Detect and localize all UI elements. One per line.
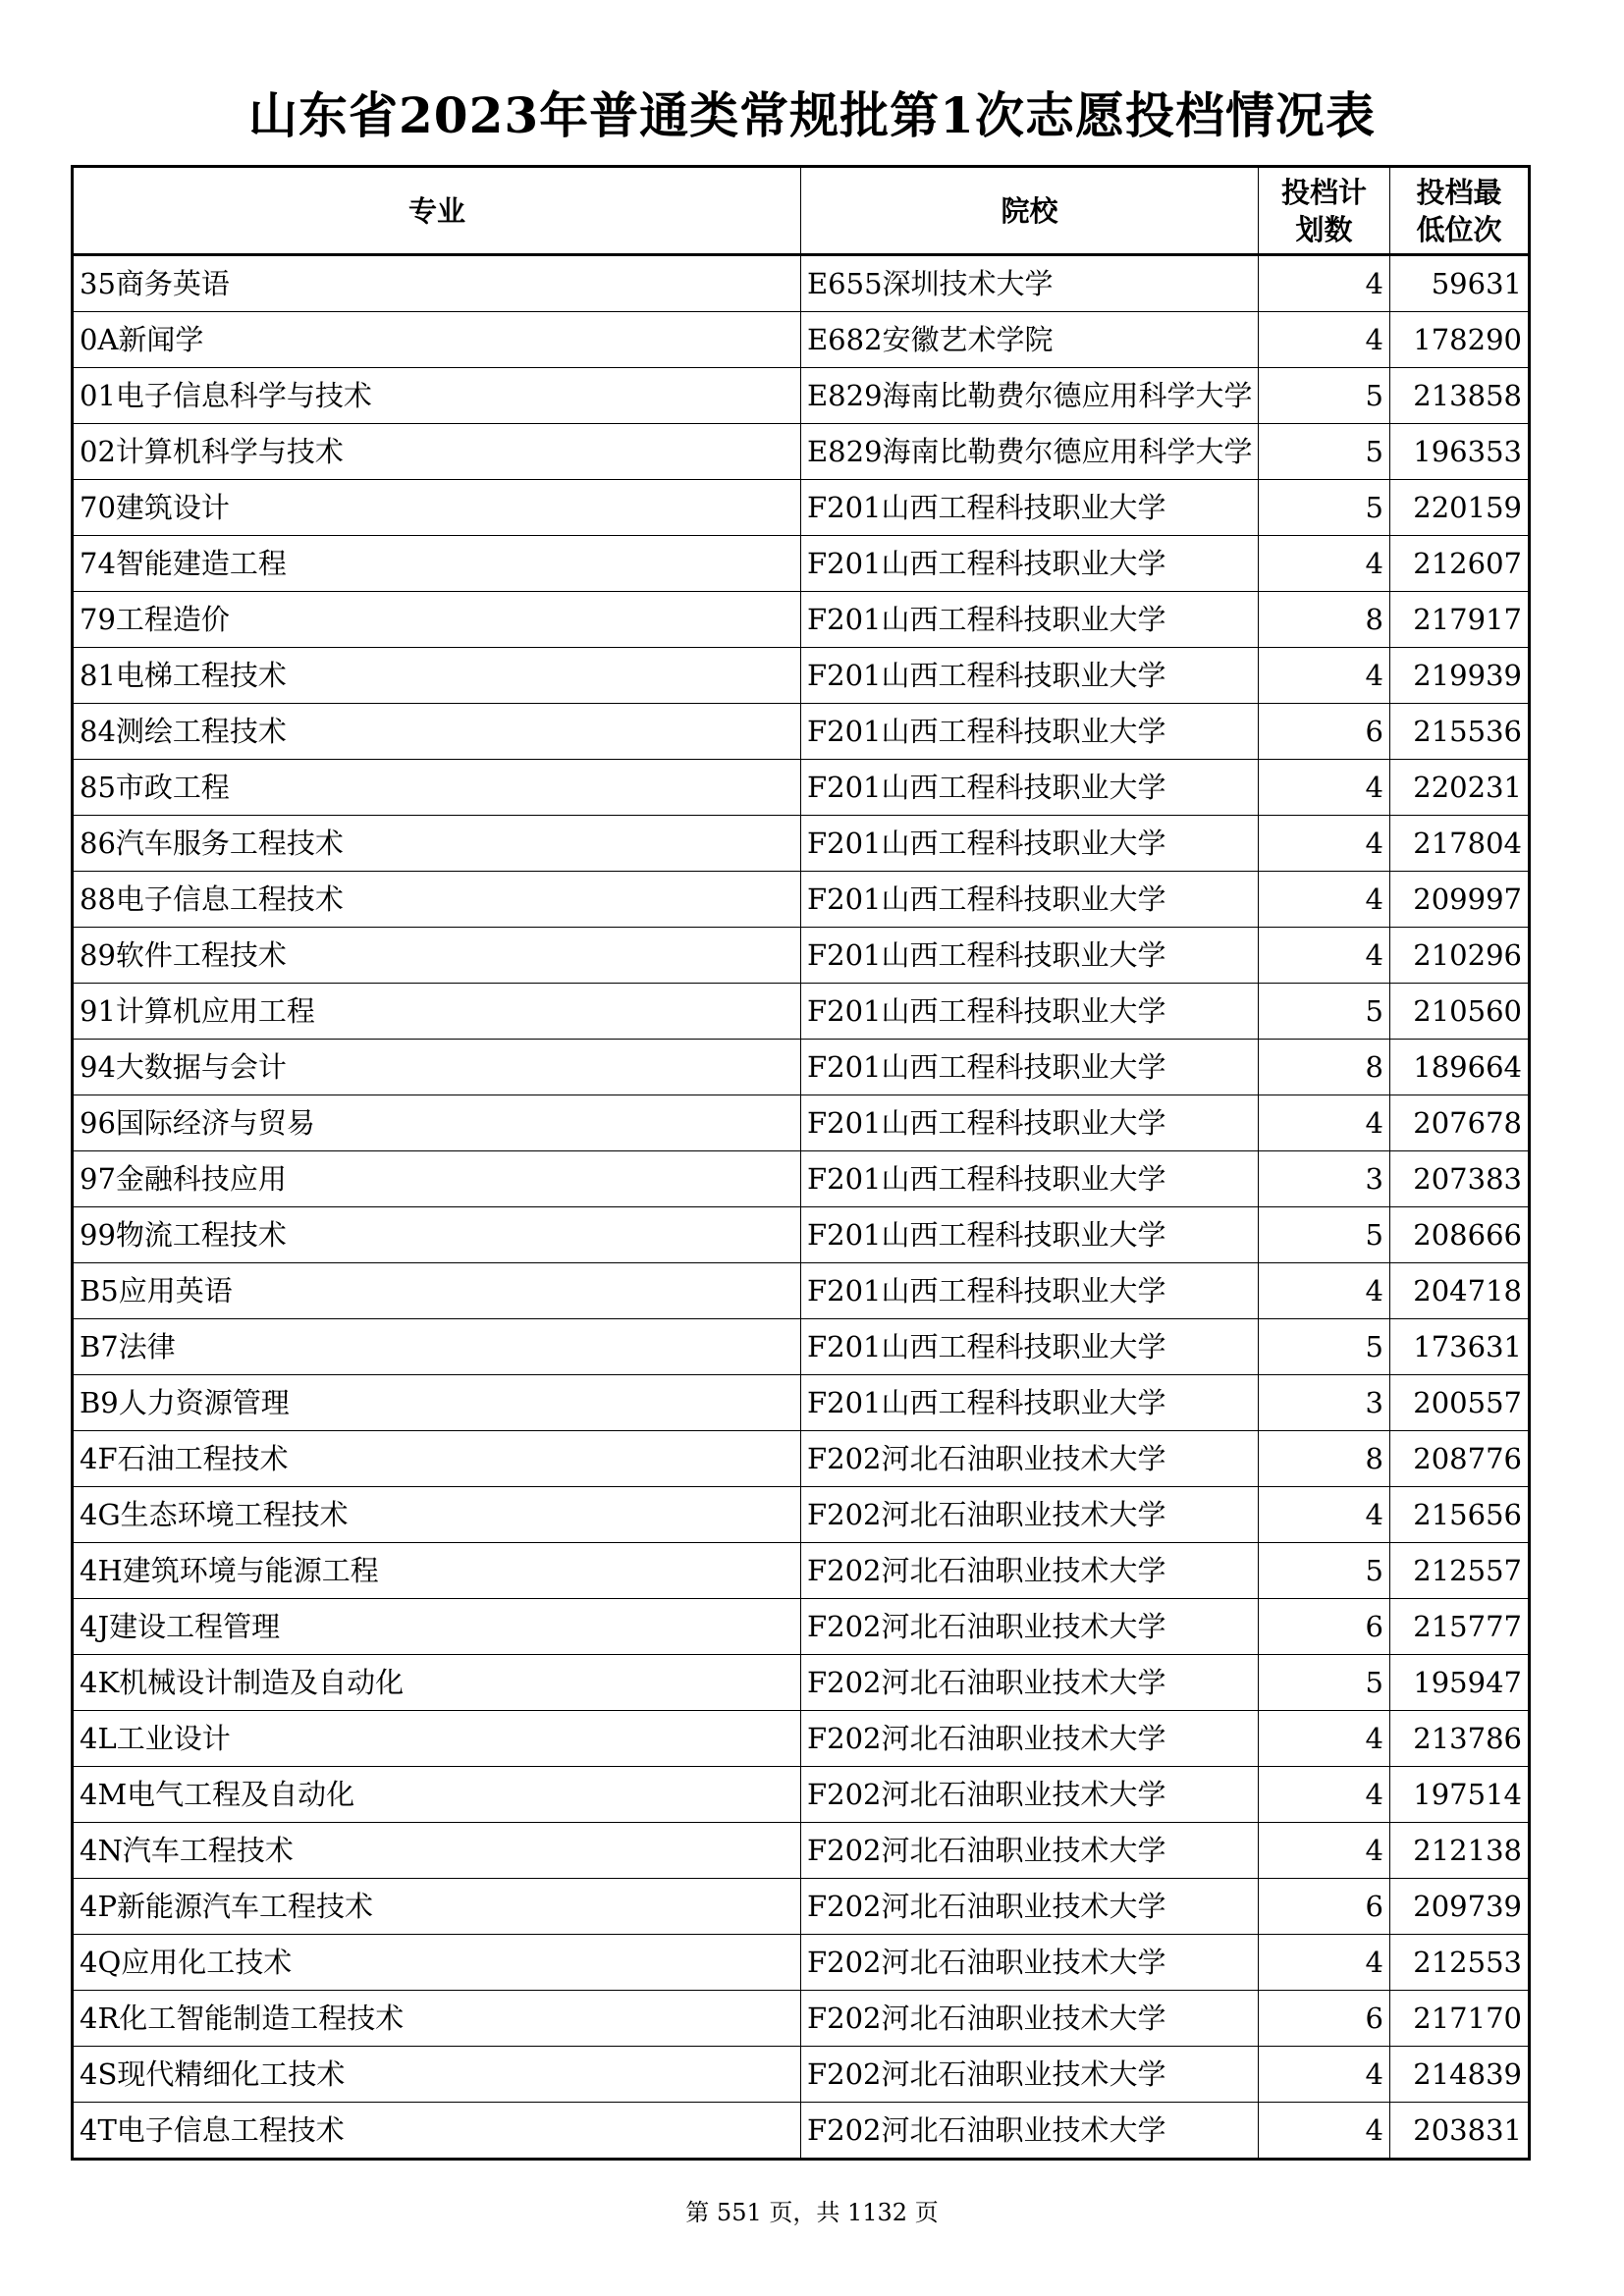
table-row (73, 592, 1530, 648)
min-rank-cell: 204718 (1390, 1263, 1530, 1319)
min-rank-cell: 209997 (1390, 872, 1530, 928)
major-cell: 4M电气工程及自动化 (73, 1767, 801, 1823)
min-rank-cell: 217917 (1390, 592, 1530, 648)
header-plan-line1: 投档计 (1280, 175, 1367, 209)
major-cell: 4Q应用化工技术 (73, 1935, 801, 1991)
plan-count-cell: 6 (1259, 1599, 1390, 1655)
major-cell: B7法律 (73, 1319, 801, 1375)
school-cell: F201山西工程科技职业大学 (801, 872, 1259, 928)
min-rank-cell: 215536 (1390, 704, 1530, 760)
plan-count-cell: 5 (1259, 1543, 1390, 1599)
major-cell: 4J建设工程管理 (73, 1599, 801, 1655)
school-cell: F201山西工程科技职业大学 (801, 760, 1259, 816)
plan-count-cell: 4 (1259, 648, 1390, 704)
header-major: 专业 (73, 167, 801, 255)
school-cell: F202河北石油职业技术大学 (801, 1767, 1259, 1823)
major-cell: 86汽车服务工程技术 (73, 816, 801, 872)
plan-count-cell: 4 (1259, 2103, 1390, 2160)
min-rank-cell: 219939 (1390, 648, 1530, 704)
school-cell: F201山西工程科技职业大学 (801, 1040, 1259, 1095)
min-rank-cell: 213786 (1390, 1711, 1530, 1767)
min-rank-cell: 207383 (1390, 1151, 1530, 1207)
admission-table (71, 165, 1531, 2161)
min-rank-cell: 212607 (1390, 536, 1530, 592)
major-cell: 4K机械设计制造及自动化 (73, 1655, 801, 1711)
header-plan-line2: 划数 (1295, 212, 1353, 246)
school-cell: F201山西工程科技职业大学 (801, 1319, 1259, 1375)
major-cell: 89软件工程技术 (73, 928, 801, 984)
school-cell: F202河北石油职业技术大学 (801, 1879, 1259, 1935)
table-row (73, 255, 1530, 312)
min-rank-cell: 208776 (1390, 1431, 1530, 1487)
min-rank-cell: 220231 (1390, 760, 1530, 816)
plan-count-cell: 5 (1259, 1655, 1390, 1711)
table-row (73, 1599, 1530, 1655)
min-rank-cell: 210560 (1390, 984, 1530, 1040)
school-cell: F201山西工程科技职业大学 (801, 816, 1259, 872)
table-row (73, 928, 1530, 984)
school-cell: E829海南比勒费尔德应用科学大学 (801, 368, 1259, 424)
table-row (73, 816, 1530, 872)
school-cell: F202河北石油职业技术大学 (801, 2047, 1259, 2103)
school-cell: F201山西工程科技职业大学 (801, 1207, 1259, 1263)
plan-count-cell: 4 (1259, 1767, 1390, 1823)
plan-count-cell: 4 (1259, 1095, 1390, 1151)
major-cell: 85市政工程 (73, 760, 801, 816)
table-row (73, 1487, 1530, 1543)
major-cell: 99物流工程技术 (73, 1207, 801, 1263)
table-row (73, 1935, 1530, 1991)
table-row (73, 1823, 1530, 1879)
major-cell: 4P新能源汽车工程技术 (73, 1879, 801, 1935)
major-cell: 81电梯工程技术 (73, 648, 801, 704)
header-min-rank (1390, 167, 1530, 255)
page-title: 山东省2023年普通类常规批第1次志愿投档情况表 (248, 86, 1376, 144)
table-row (73, 1879, 1530, 1935)
plan-count-cell: 5 (1259, 480, 1390, 536)
table-row (73, 368, 1530, 424)
table-row (73, 1375, 1530, 1431)
min-rank-cell: 215656 (1390, 1487, 1530, 1543)
plan-count-cell: 4 (1259, 255, 1390, 312)
school-cell: E829海南比勒费尔德应用科学大学 (801, 424, 1259, 480)
min-rank-cell: 189664 (1390, 1040, 1530, 1095)
min-rank-cell: 214839 (1390, 2047, 1530, 2103)
table-row (73, 984, 1530, 1040)
school-cell: F201山西工程科技职业大学 (801, 592, 1259, 648)
school-cell: E655深圳技术大学 (801, 255, 1259, 312)
school-cell: F202河北石油职业技术大学 (801, 2103, 1259, 2160)
plan-count-cell: 6 (1259, 1879, 1390, 1935)
min-rank-cell: 209739 (1390, 1879, 1530, 1935)
major-cell: 01电子信息科学与技术 (73, 368, 801, 424)
table-row (73, 704, 1530, 760)
plan-count-cell: 4 (1259, 312, 1390, 368)
header-school: 院校 (801, 167, 1259, 255)
major-cell: 4F石油工程技术 (73, 1431, 801, 1487)
school-cell: F202河北石油职业技术大学 (801, 1823, 1259, 1879)
page-footer: 第 551 页，共 1132 页 (685, 2199, 939, 2226)
min-rank-cell: 200557 (1390, 1375, 1530, 1431)
plan-count-cell: 4 (1259, 536, 1390, 592)
table-row (73, 1543, 1530, 1599)
major-cell: 70建筑设计 (73, 480, 801, 536)
school-cell: F201山西工程科技职业大学 (801, 1263, 1259, 1319)
table-row (73, 1767, 1530, 1823)
min-rank-cell: 173631 (1390, 1319, 1530, 1375)
school-cell: F201山西工程科技职业大学 (801, 928, 1259, 984)
min-rank-cell: 197514 (1390, 1767, 1530, 1823)
min-rank-cell: 195947 (1390, 1655, 1530, 1711)
table-row (73, 312, 1530, 368)
major-cell: 79工程造价 (73, 592, 801, 648)
plan-count-cell: 5 (1259, 1207, 1390, 1263)
min-rank-cell: 220159 (1390, 480, 1530, 536)
min-rank-cell: 212553 (1390, 1935, 1530, 1991)
school-cell: F201山西工程科技职业大学 (801, 1375, 1259, 1431)
plan-count-cell: 8 (1259, 1431, 1390, 1487)
table-row (73, 424, 1530, 480)
major-cell: B9人力资源管理 (73, 1375, 801, 1431)
school-cell: F201山西工程科技职业大学 (801, 648, 1259, 704)
school-cell: F201山西工程科技职业大学 (801, 984, 1259, 1040)
major-cell: 4G生态环境工程技术 (73, 1487, 801, 1543)
plan-count-cell: 8 (1259, 1040, 1390, 1095)
major-cell: 96国际经济与贸易 (73, 1095, 801, 1151)
table-row (73, 1319, 1530, 1375)
school-cell: F201山西工程科技职业大学 (801, 536, 1259, 592)
major-cell: 4N汽车工程技术 (73, 1823, 801, 1879)
major-cell: 97金融科技应用 (73, 1151, 801, 1207)
school-cell: E682安徽艺术学院 (801, 312, 1259, 368)
table-row (73, 536, 1530, 592)
major-cell: 4T电子信息工程技术 (73, 2103, 801, 2160)
major-cell: B5应用英语 (73, 1263, 801, 1319)
school-cell: F202河北石油职业技术大学 (801, 1655, 1259, 1711)
plan-count-cell: 4 (1259, 1487, 1390, 1543)
plan-count-cell: 4 (1259, 928, 1390, 984)
plan-count-cell: 6 (1259, 1991, 1390, 2047)
header-rank-line1: 投档最 (1416, 175, 1502, 209)
major-cell: 4H建筑环境与能源工程 (73, 1543, 801, 1599)
min-rank-cell: 178290 (1390, 312, 1530, 368)
plan-count-cell: 5 (1259, 1319, 1390, 1375)
table-body (73, 255, 1530, 2160)
school-cell: F202河北石油职业技术大学 (801, 1935, 1259, 1991)
table-row (73, 2103, 1530, 2160)
plan-count-cell: 5 (1259, 368, 1390, 424)
table-row (73, 1040, 1530, 1095)
plan-count-cell: 6 (1259, 704, 1390, 760)
school-cell: F202河北石油职业技术大学 (801, 1711, 1259, 1767)
plan-count-cell: 5 (1259, 984, 1390, 1040)
min-rank-cell: 217170 (1390, 1991, 1530, 2047)
table-row (73, 1655, 1530, 1711)
table-row (73, 1151, 1530, 1207)
major-cell: 4R化工智能制造工程技术 (73, 1991, 801, 2047)
plan-count-cell: 4 (1259, 760, 1390, 816)
major-cell: 94大数据与会计 (73, 1040, 801, 1095)
min-rank-cell: 212138 (1390, 1823, 1530, 1879)
plan-count-cell: 4 (1259, 1711, 1390, 1767)
school-cell: F201山西工程科技职业大学 (801, 1151, 1259, 1207)
school-cell: F201山西工程科技职业大学 (801, 1095, 1259, 1151)
major-cell: 4S现代精细化工技术 (73, 2047, 801, 2103)
min-rank-cell: 203831 (1390, 2103, 1530, 2160)
major-cell: 02计算机科学与技术 (73, 424, 801, 480)
min-rank-cell: 210296 (1390, 928, 1530, 984)
min-rank-cell: 196353 (1390, 424, 1530, 480)
min-rank-cell: 59631 (1390, 255, 1530, 312)
school-cell: F202河北石油职业技术大学 (801, 1487, 1259, 1543)
header-plan-count (1259, 167, 1390, 255)
plan-count-cell: 4 (1259, 1823, 1390, 1879)
table-header-row (73, 167, 1530, 255)
major-cell: 0A新闻学 (73, 312, 801, 368)
plan-count-cell: 4 (1259, 816, 1390, 872)
major-cell: 4L工业设计 (73, 1711, 801, 1767)
table-row (73, 1991, 1530, 2047)
major-cell: 88电子信息工程技术 (73, 872, 801, 928)
table-row (73, 1095, 1530, 1151)
plan-count-cell: 4 (1259, 1935, 1390, 1991)
school-cell: F202河北石油职业技术大学 (801, 1991, 1259, 2047)
plan-count-cell: 4 (1259, 1263, 1390, 1319)
plan-count-cell: 3 (1259, 1151, 1390, 1207)
min-rank-cell: 215777 (1390, 1599, 1530, 1655)
plan-count-cell: 4 (1259, 872, 1390, 928)
school-cell: F201山西工程科技职业大学 (801, 704, 1259, 760)
school-cell: F202河北石油职业技术大学 (801, 1431, 1259, 1487)
table-row (73, 1431, 1530, 1487)
major-cell: 74智能建造工程 (73, 536, 801, 592)
table-row (73, 1711, 1530, 1767)
plan-count-cell: 5 (1259, 424, 1390, 480)
plan-count-cell: 8 (1259, 592, 1390, 648)
table-row (73, 760, 1530, 816)
plan-count-cell: 3 (1259, 1375, 1390, 1431)
min-rank-cell: 208666 (1390, 1207, 1530, 1263)
school-cell: F202河北石油职业技术大学 (801, 1543, 1259, 1599)
table-row (73, 2047, 1530, 2103)
major-cell: 35商务英语 (73, 255, 801, 312)
min-rank-cell: 212557 (1390, 1543, 1530, 1599)
table-row (73, 648, 1530, 704)
header-rank-line2: 低位次 (1416, 212, 1502, 246)
table-row (73, 872, 1530, 928)
major-cell: 84测绘工程技术 (73, 704, 801, 760)
table-row (73, 480, 1530, 536)
min-rank-cell: 213858 (1390, 368, 1530, 424)
min-rank-cell: 207678 (1390, 1095, 1530, 1151)
plan-count-cell: 4 (1259, 2047, 1390, 2103)
school-cell: F202河北石油职业技术大学 (801, 1599, 1259, 1655)
min-rank-cell: 217804 (1390, 816, 1530, 872)
major-cell: 91计算机应用工程 (73, 984, 801, 1040)
table-row (73, 1263, 1530, 1319)
table-row (73, 1207, 1530, 1263)
school-cell: F201山西工程科技职业大学 (801, 480, 1259, 536)
